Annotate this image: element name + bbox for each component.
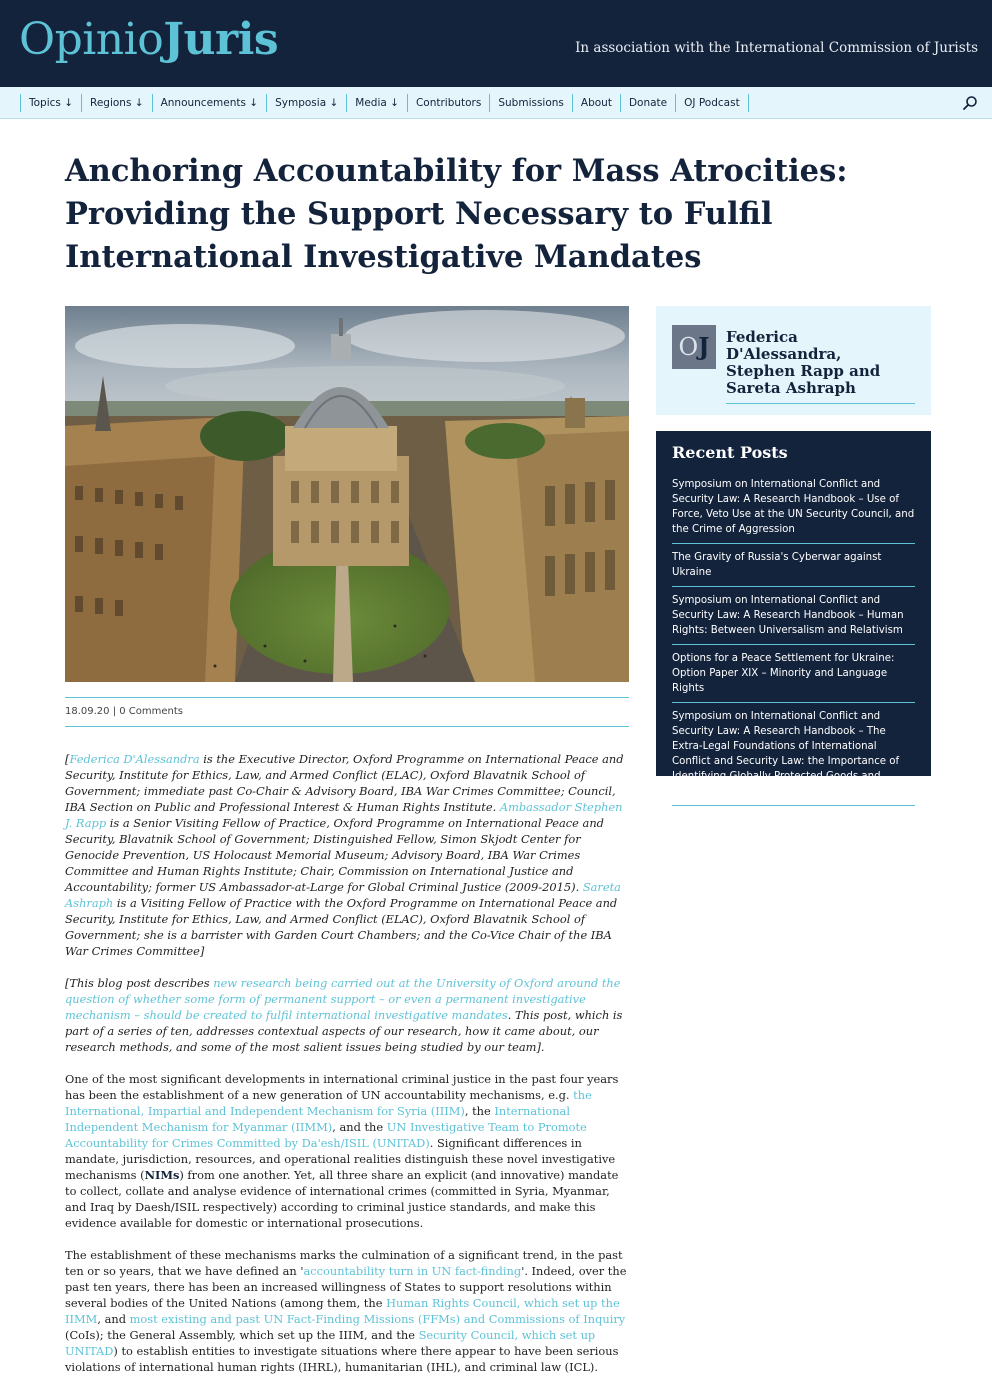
nav-item-donate[interactable]: Donate xyxy=(620,94,675,112)
text-span: is a Visiting Fellow of Practice with the Oxford Programme on International Peace and Security, Institute for Ethics, Law, and Armed Conflict (ELAC), Oxford Blavatnik School of Government; she is a barrister with Garden Court Chambers; and the Co-Vice Chair of the IBA War Crimes Committee] xyxy=(65,896,618,958)
text-span: , and xyxy=(97,1312,130,1326)
recent-post-item[interactable]: Symposium on International Conflict and Security Law: A Research Handbook – The Extra-Legal Foundations of International Conflict and Security Law: the Importance of Identifying Globally Protected Goods and Collective Interests xyxy=(672,709,915,806)
post-meta xyxy=(65,697,629,727)
text-span: '. Indeed, over the past ten years, there has been an increased willingness of States to support resolutions within several bodies of the United Nations (among them, the xyxy=(65,1264,627,1310)
text-span: One of the most significant developments in international criminal justice in the past four years has been the establishment of a new generation of UN accountability mechanisms, e.g. xyxy=(65,1072,619,1102)
research-link[interactable]: new research being carried out at the University of Oxford around the question of whether some form of permanent support – or even a permanent investigative mechanism – should be created to fulfil international investigative mandates xyxy=(65,976,621,1022)
text-span: is the Executive Director, Oxford Programme on International Peace and Security, Institute for Ethics, Law, and Armed Conflict (ELAC), Oxford Blavatnik School of Government; immediate past Co-Chair & Advisory Board, IBA War Crimes Committee; Council, IBA Section on Public and Professional Interest & Human Rights Institute. xyxy=(65,752,624,814)
featured-image xyxy=(65,306,629,682)
nav-item-announcements[interactable]: Announcements ↓ xyxy=(152,94,267,112)
avatar xyxy=(672,325,716,369)
text-span: The establishment of these mechanisms marks the culmination of a significant trend, in the past ten or so years, that we have defined an ' xyxy=(65,1248,623,1278)
text-span: is a Senior Visiting Fellow of Practice, Oxford Programme on International Peace and Security, Blavatnik School of Government; Distinguished Fellow, Simon Skjodt Center for Genocide Prevention, US Holocaust Memorial Museum; Advisory Board, IBA War Crimes Committee and Human Rights Institute; Chair, Commission on International Justice and Accountability; former US Ambassador-at-Large for Global Criminal Justice (2009-2015). xyxy=(65,816,604,894)
text-span: . This post, which is part of a series of ten, addresses contextual aspects of our research, how it came about, our research methods, and some of the most salient issues being studied by our team]. xyxy=(65,1008,623,1054)
nav-item-topics[interactable]: Topics ↓ xyxy=(20,94,81,112)
recent-post-item[interactable]: Symposium on International Conflict and Security Law: A Research Handbook – Use of Force, Veto Use at the UN Security Council, and the Crime of Aggression xyxy=(672,477,915,544)
unitad-link[interactable]: UN Investigative Team to Promote Accountability for Crimes Committed by Da'esh/ISIL (UNITAD) xyxy=(65,1120,587,1150)
nav-item-about[interactable]: About xyxy=(572,94,620,112)
text-span: , and the xyxy=(332,1120,387,1134)
recent-posts-widget xyxy=(656,431,931,797)
author-names[interactable]: Federica D'Alessandra, Stephen Rapp and Sareta Ashraph xyxy=(726,329,915,404)
text-span: [ xyxy=(65,752,70,766)
body-paragraph xyxy=(65,1247,630,1375)
body-paragraph xyxy=(65,1071,630,1231)
recent-post-item[interactable]: Options for a Peace Settlement for Ukraine: Option Paper XIX – Minority and Language Rights xyxy=(672,651,915,703)
text-span: ) from one another. Yet, all three share an explicit (and innovative) mandate to collect, collate and analyse evidence of international crimes (committed in Syria, Myanmar, and Iraq by Daesh/ISIL respectively) according to criminal justice standards, and make this evidence available for domestic or international prosecutions. xyxy=(65,1168,619,1230)
text-span: (CoIs); the General Assembly, which set up the IIIM, and the xyxy=(65,1328,419,1342)
security-council-link[interactable]: Security Council, which set up UNITAD xyxy=(65,1328,596,1358)
author-link-stephen-rapp[interactable]: Ambassador Stephen J. Rapp xyxy=(65,800,623,830)
post-title: Anchoring Accountability for Mass Atrocities: Providing the Support Necessary to Fulfil International Investigative Mandates xyxy=(65,153,848,275)
avatar-letter: O xyxy=(678,333,699,361)
nims-bold: NIMs xyxy=(144,1168,180,1182)
nav-item-oj-podcast[interactable]: OJ Podcast xyxy=(675,94,749,112)
hrc-link[interactable]: Human Rights Council, which set up the IIMM xyxy=(65,1296,620,1326)
post-body xyxy=(65,751,630,1391)
nav-list xyxy=(20,94,749,112)
author-box xyxy=(656,306,931,415)
text-span: . Significant differences in mandate, jurisdiction, resources, and operational realities distinguish these novel investigative mechanisms ( xyxy=(65,1136,616,1182)
nav-item-submissions[interactable]: Submissions xyxy=(489,94,572,112)
text-span: [This blog post describes xyxy=(65,976,214,990)
iimm-link[interactable]: International Independent Mechanism for Myanmar (IIMM) xyxy=(65,1104,570,1134)
logo-text-bold: Juris xyxy=(163,14,279,65)
avatar-letter-bold: J xyxy=(698,332,710,361)
comments-link[interactable]: 0 Comments xyxy=(119,706,184,717)
recent-posts-list xyxy=(672,477,915,806)
nav-item-symposia[interactable]: Symposia ↓ xyxy=(266,94,346,112)
series-note-paragraph xyxy=(65,975,630,1055)
meta-separator: | xyxy=(109,706,120,717)
recent-post-item[interactable]: Symposium on International Conflict and Security Law: A Research Handbook – Human Rights: Between Universalism and Relativism xyxy=(672,593,915,645)
search-icon xyxy=(962,95,978,111)
author-link-sareta-ashraph[interactable]: Sareta Ashraph xyxy=(65,880,621,910)
nav-item-contributors[interactable]: Contributors xyxy=(407,94,489,112)
site-header xyxy=(0,0,992,87)
text-span: ) to establish entities to investigate situations where there appear to have been serious violations of international human rights (IHRL), humanitarian (IHL), and criminal law (ICL). xyxy=(65,1344,619,1374)
nav-item-media[interactable]: Media ↓ xyxy=(346,94,407,112)
recent-posts-title: Recent Posts xyxy=(672,443,788,462)
logo-text-light: Opinio xyxy=(19,14,164,65)
search-button[interactable] xyxy=(962,95,978,111)
nav-item-regions[interactable]: Regions ↓ xyxy=(81,94,152,112)
author-link-federica[interactable]: Federica D'Alessandra xyxy=(69,752,200,766)
ffm-coi-link[interactable]: most existing and past UN Fact-Finding Missions (FFMs) and Commissions of Inquiry xyxy=(129,1312,626,1326)
site-logo[interactable] xyxy=(19,11,278,69)
accountability-turn-link[interactable]: accountability turn in UN fact-finding xyxy=(303,1264,522,1278)
recent-post-item[interactable]: The Gravity of Russia's Cyberwar against Ukraine xyxy=(672,550,915,587)
post-date: 18.09.20 xyxy=(65,706,110,717)
iiim-link[interactable]: the International, Impartial and Independent Mechanism for Syria (IIIM) xyxy=(65,1088,592,1118)
author-bios-paragraph xyxy=(65,751,630,959)
text-span: , the xyxy=(464,1104,495,1118)
site-tagline: In association with the International Commission of Jurists xyxy=(575,40,978,56)
main-nav xyxy=(0,87,992,119)
radcliffe-camera-photo xyxy=(65,306,629,682)
